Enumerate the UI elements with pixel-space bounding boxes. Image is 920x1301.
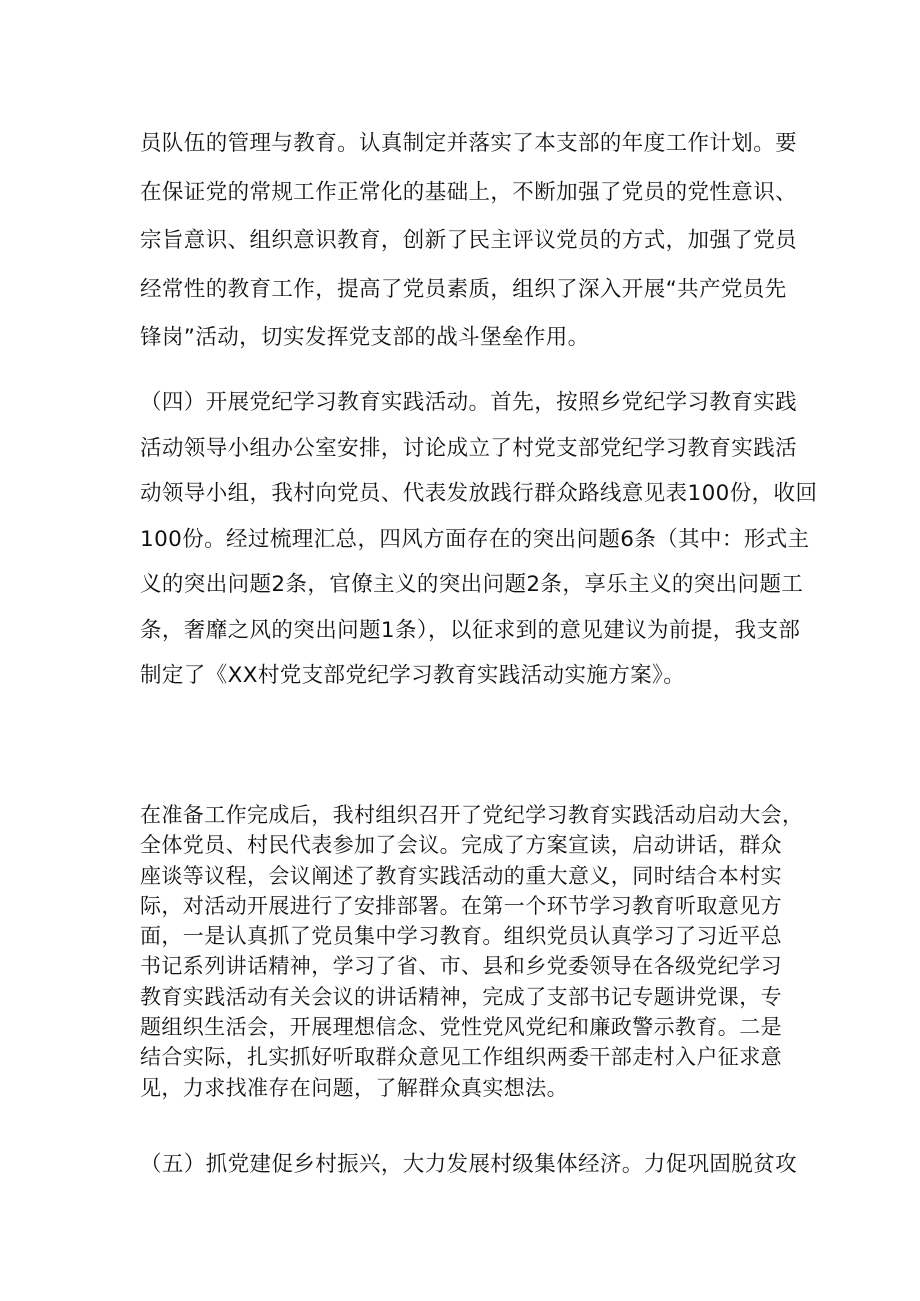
text-line: 座谈等议程，会议阐述了教育实践活动的重大意义，同时结合本村实 <box>140 863 782 888</box>
paragraph-section-five <box>140 1145 800 1185</box>
text-line: 题组织生活会，开展理想信念、党性党风党纪和廉政警示教育。二是 <box>140 1015 782 1040</box>
paragraph-launch-meeting <box>140 800 804 1103</box>
paragraph-section-four <box>140 380 818 699</box>
text-line: 际，对活动开展进行了安排部署。在第一个环节学习教育听取意见方 <box>140 893 782 918</box>
text-line: 书记系列讲话精神，学习了省、市、县和乡党委领导在各级党纪学习 <box>140 954 782 979</box>
text-line: 在准备工作完成后，我村组织召开了党纪学习教育实践活动启动大会， <box>140 803 804 827</box>
text-line: 结合实际，扎实抓好听取群众意见工作组织两委干部走村入户征求意 <box>140 1045 782 1070</box>
text-line: 教育实践活动有关会议的讲话精神，完成了支部书记专题讲党课，专 <box>140 984 782 1009</box>
text-line: 100份。经过梳理汇总，四风方面存在的突出问题6条（其中：形式主 <box>140 526 810 552</box>
text-line: 见，力求找准存在问题，了解群众真实想法。 <box>140 1075 568 1100</box>
text-line: 宗旨意识、组织意识教育，创新了民主评议党员的方式，加强了党员 <box>140 228 798 253</box>
text-line: 全体党员、村民代表参加了会议。完成了方案宣读，启动讲话，群众 <box>140 833 782 858</box>
text-line: 制定了《XX村党支部党纪学习教育实践活动实施方案》。 <box>140 663 686 688</box>
text-line: 活动领导小组办公室安排，讨论成立了村党支部党纪学习教育实践活 <box>140 435 798 461</box>
text-line: （四）开展党纪学习教育实践活动。首先，按照乡党纪学习教育实践 <box>140 390 798 415</box>
text-line: 条，奢靡之风的突出问题1条），以征求到的意见建议为前提，我支部 <box>140 617 801 643</box>
text-line: 在保证党的常规工作正常化的基础上，不断加强了党员的党性意识、 <box>140 179 798 205</box>
text-line: 锋岗”活动，切实发挥党支部的战斗堡垒作用。 <box>140 325 590 350</box>
text-line: 经常性的教育工作，提高了党员素质，组织了深入开展“共产党员先 <box>140 276 787 302</box>
text-line: 面，一是认真抓了党员集中学习教育。组织党员认真学习了习近平总 <box>140 924 782 949</box>
text-line: 员队伍的管理与教育。认真制定并落实了本支部的年度工作计划。要 <box>140 131 798 156</box>
paragraph-party-member-education <box>140 120 800 363</box>
text-line: （五）抓党建促乡村振兴，大力发展村级集体经济。力促巩固脱贫攻 <box>140 1152 798 1177</box>
text-line: 动领导小组，我村向党员、代表发放践行群众路线意见表100份，收回 <box>140 481 818 506</box>
text-line: 义的突出问题2条，官僚主义的突出问题2条，享乐主义的突出问题工 <box>140 572 804 597</box>
